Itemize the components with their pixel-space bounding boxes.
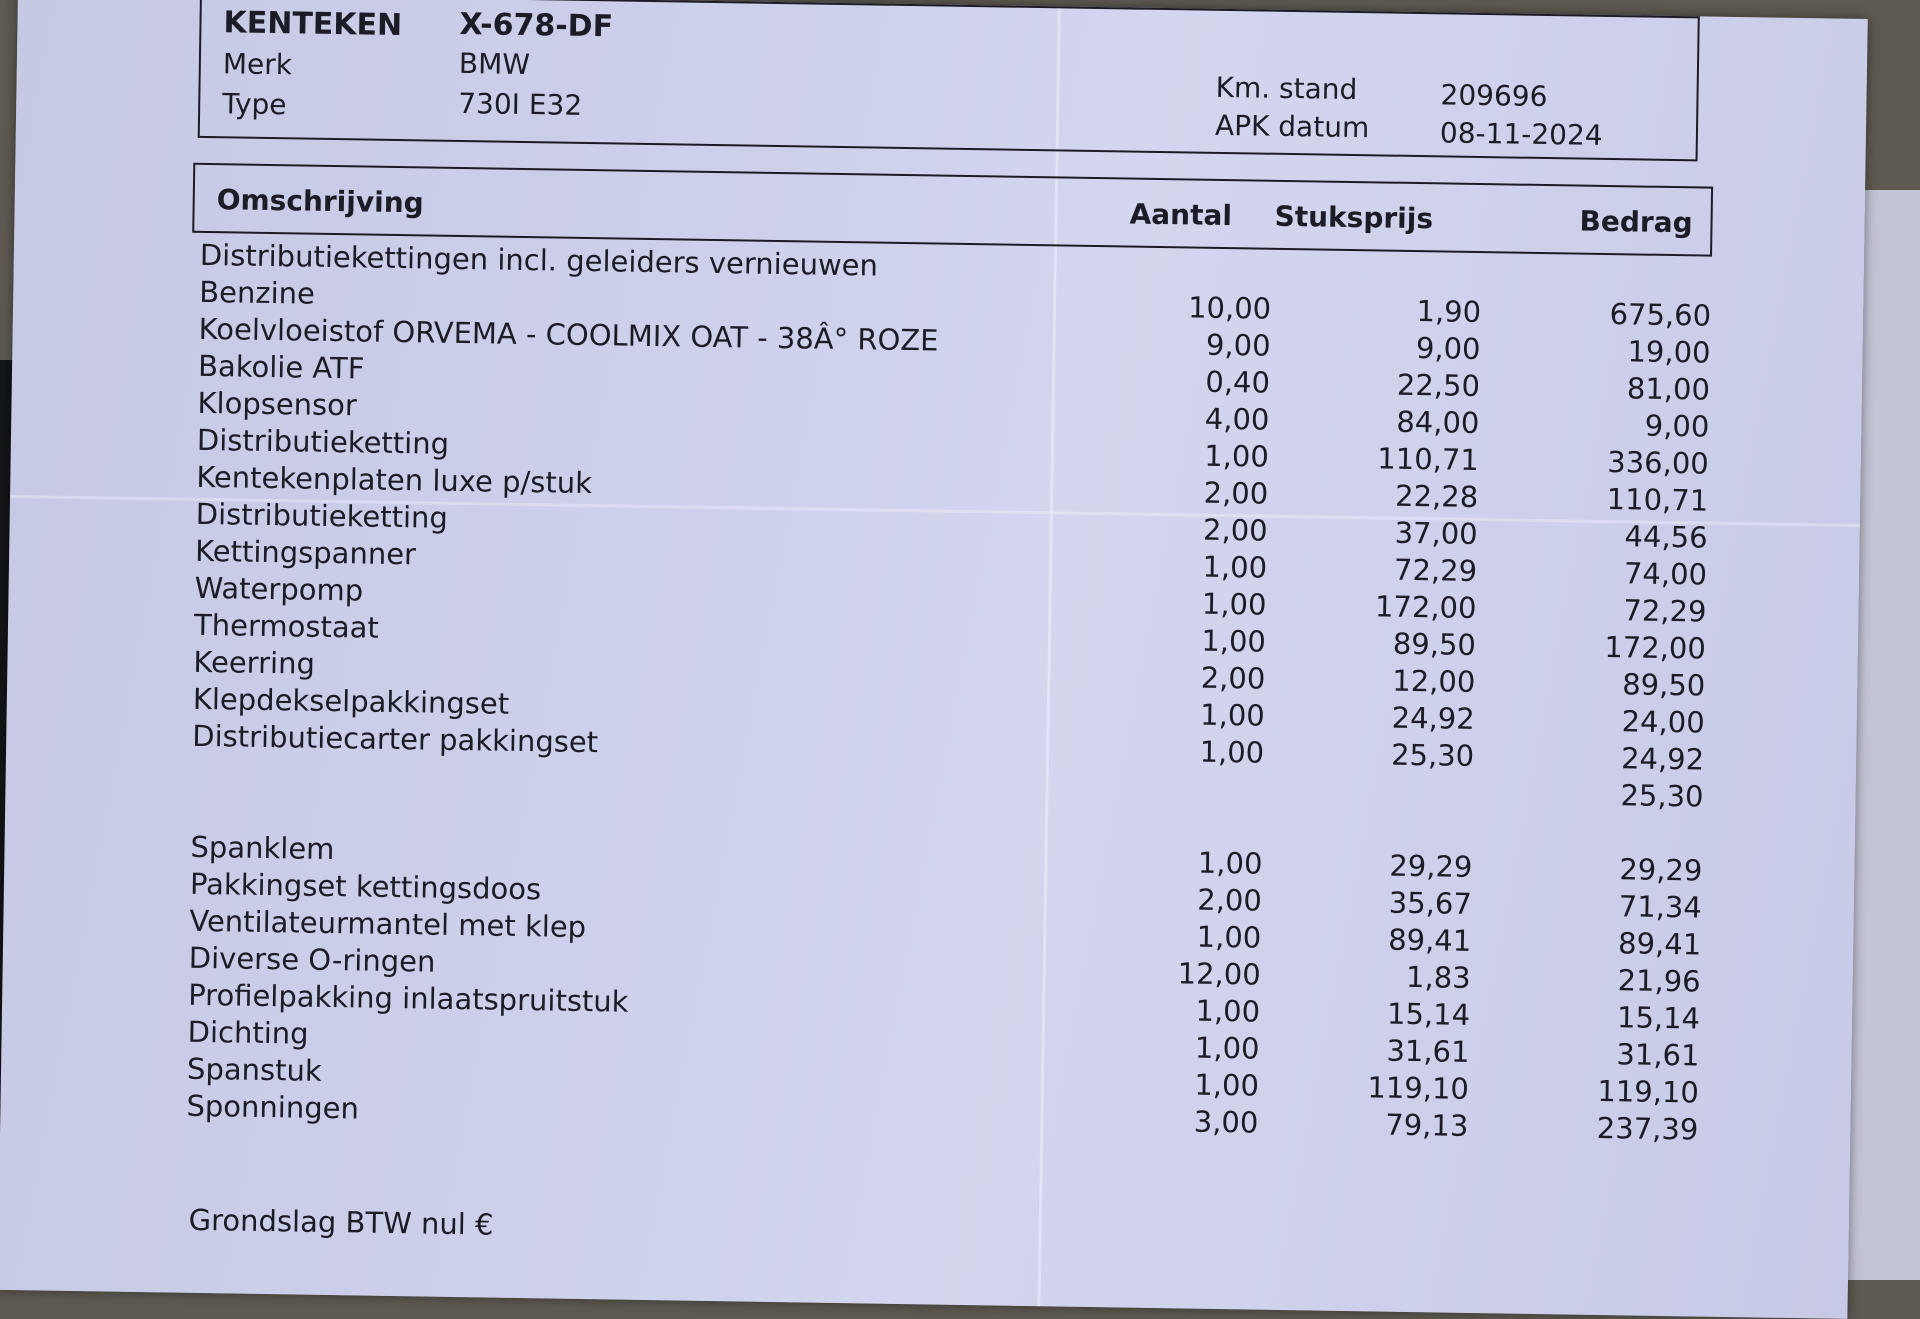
line-description: Ventilateurmantel met klep	[189, 903, 587, 945]
line-description: Distributiecarter pakkingset	[192, 718, 599, 760]
line-quantity: 1,00	[1201, 586, 1267, 622]
line-unit-price: 119,10	[1367, 1070, 1470, 1106]
kenteken-value: X-678-DF	[459, 6, 614, 45]
header-omschrijving: Omschrijving	[216, 183, 424, 220]
line-amount: 9,00	[1644, 408, 1710, 444]
line-description: Pakkingset kettingsdoos	[189, 866, 542, 907]
line-unit-price: 1,83	[1405, 959, 1471, 995]
line-quantity: 2,00	[1203, 475, 1269, 511]
line-quantity: 2,00	[1202, 512, 1268, 548]
line-unit-price: 31,61	[1386, 1033, 1470, 1069]
line-unit-price	[1312, 255, 1482, 258]
line-unit-price: 79,13	[1385, 1107, 1469, 1143]
line-description: Bakolie ATF	[197, 348, 365, 386]
line-quantity: 3,00	[1193, 1104, 1259, 1140]
line-amount: 237,39	[1596, 1110, 1699, 1147]
invoice-lines	[178, 238, 1712, 1150]
apk-label: APK datum	[1214, 108, 1370, 145]
line-unit-price: 35,67	[1388, 885, 1473, 921]
line-quantity: 1,00	[1199, 734, 1265, 770]
apk-value: 08-11-2024	[1439, 116, 1603, 152]
merk-label: Merk	[222, 47, 293, 82]
line-amount: 31,61	[1616, 1037, 1700, 1073]
line-description: Sponningen	[186, 1088, 360, 1126]
line-quantity: 1,00	[1199, 697, 1266, 733]
line-quantity: 1,00	[1197, 845, 1263, 881]
line-quantity: 1,00	[1201, 623, 1267, 659]
line-amount: 21,96	[1617, 963, 1701, 999]
line-amount: 119,10	[1597, 1073, 1700, 1110]
line-amount: 71,34	[1618, 889, 1703, 925]
kenteken-label: KENTEKEN	[223, 5, 403, 44]
line-amount	[1552, 259, 1712, 262]
line-amount: 89,41	[1617, 926, 1702, 962]
line-quantity: 12,00	[1177, 956, 1261, 992]
line-quantity: 2,00	[1197, 882, 1263, 918]
line-description: Klepdekselpakkingset	[192, 681, 510, 721]
line-quantity: 10,00	[1187, 290, 1272, 326]
line-unit-price: 29,29	[1389, 848, 1473, 884]
line-description: Thermostaat	[193, 607, 380, 645]
line-description: Waterpomp	[194, 570, 364, 608]
line-quantity: 1,00	[1196, 919, 1262, 955]
line-description: Koelvloeistof ORVEMA - COOLMIX OAT - 38Â° ROZE	[198, 311, 939, 358]
line-amount: 15,14	[1616, 1000, 1701, 1036]
line-description: Distributieketting	[196, 422, 450, 461]
line-amount: 72,29	[1623, 593, 1707, 629]
line-description: Diverse O-ringen	[188, 940, 436, 979]
line-unit-price: 25,30	[1390, 737, 1475, 773]
line-quantity: 1,00	[1194, 1067, 1260, 1103]
line-unit-price: 9,00	[1415, 331, 1481, 367]
line-quantity: 1,00	[1203, 438, 1270, 474]
line-amount: 25,30	[1620, 778, 1704, 814]
line-amount: 44,56	[1624, 519, 1708, 555]
line-description: Benzine	[199, 274, 316, 311]
line-quantity: 1,00	[1194, 1030, 1260, 1066]
line-amount: 74,00	[1623, 556, 1708, 592]
header-bedrag: Bedrag	[1579, 204, 1693, 240]
line-amount: 29,29	[1619, 852, 1703, 888]
line-description: Spanstuk	[186, 1051, 322, 1088]
line-quantity: 2,00	[1200, 660, 1266, 696]
line-quantity: 4,00	[1204, 401, 1270, 437]
line-quantity: 1,00	[1195, 993, 1261, 1029]
vehicle-info-box	[198, 0, 1700, 161]
header-aantal: Aantal	[1129, 197, 1233, 233]
line-description: Profielpakking inlaatspruitstuk	[187, 977, 629, 1019]
line-unit-price: 15,14	[1386, 996, 1471, 1032]
line-unit-price: 89,50	[1392, 626, 1477, 662]
line-quantity: 1,00	[1202, 549, 1268, 585]
line-description: Keerring	[193, 644, 316, 681]
line-unit-price: 172,00	[1374, 589, 1477, 625]
line-amount: 675,60	[1609, 297, 1712, 333]
line-description: Distributiekettingen incl. geleiders vernieuwen	[199, 237, 879, 283]
type-value: 730I E32	[458, 86, 583, 122]
line-unit-price: 110,71	[1377, 441, 1480, 478]
line-unit-price: 24,92	[1391, 700, 1475, 736]
line-unit-price: 22,50	[1396, 367, 1481, 404]
line-unit-price: 72,29	[1393, 552, 1478, 588]
km-label: Km. stand	[1215, 70, 1358, 107]
line-quantity	[1142, 253, 1272, 255]
line-amount: 336,00	[1607, 445, 1710, 481]
line-description: Klopsensor	[197, 385, 358, 423]
line-description: Kettingspanner	[194, 533, 417, 572]
type-label: Type	[221, 87, 287, 122]
line-amount: 110,71	[1606, 482, 1709, 518]
line-amount: 24,00	[1621, 704, 1705, 740]
line-quantity: 9,00	[1205, 327, 1271, 363]
line-description: Spanklem	[190, 829, 335, 867]
line-amount: 24,92	[1620, 741, 1705, 777]
line-description: Kentekenplaten luxe p/stuk	[196, 459, 593, 501]
merk-value: BMW	[458, 46, 531, 82]
line-unit-price: 1,90	[1416, 294, 1482, 330]
line-unit-price: 84,00	[1396, 404, 1480, 441]
line-quantity: 0,40	[1205, 364, 1271, 400]
line-amount: 19,00	[1627, 334, 1711, 370]
line-unit-price: 37,00	[1394, 515, 1478, 551]
line-amount: 81,00	[1626, 371, 1711, 407]
btw-basis-line: Grondslag BTW nul €	[188, 1202, 494, 1242]
line-amount: 89,50	[1621, 667, 1706, 703]
line-description: Distributieketting	[195, 496, 449, 535]
line-unit-price: 12,00	[1392, 663, 1476, 699]
line-unit-price: 22,28	[1394, 478, 1479, 514]
km-value: 209696	[1440, 78, 1548, 114]
line-unit-price: 89,41	[1387, 922, 1472, 958]
line-description: Dichting	[187, 1014, 309, 1051]
header-stuksprijs: Stuksprijs	[1274, 199, 1434, 236]
line-amount: 172,00	[1604, 630, 1707, 666]
